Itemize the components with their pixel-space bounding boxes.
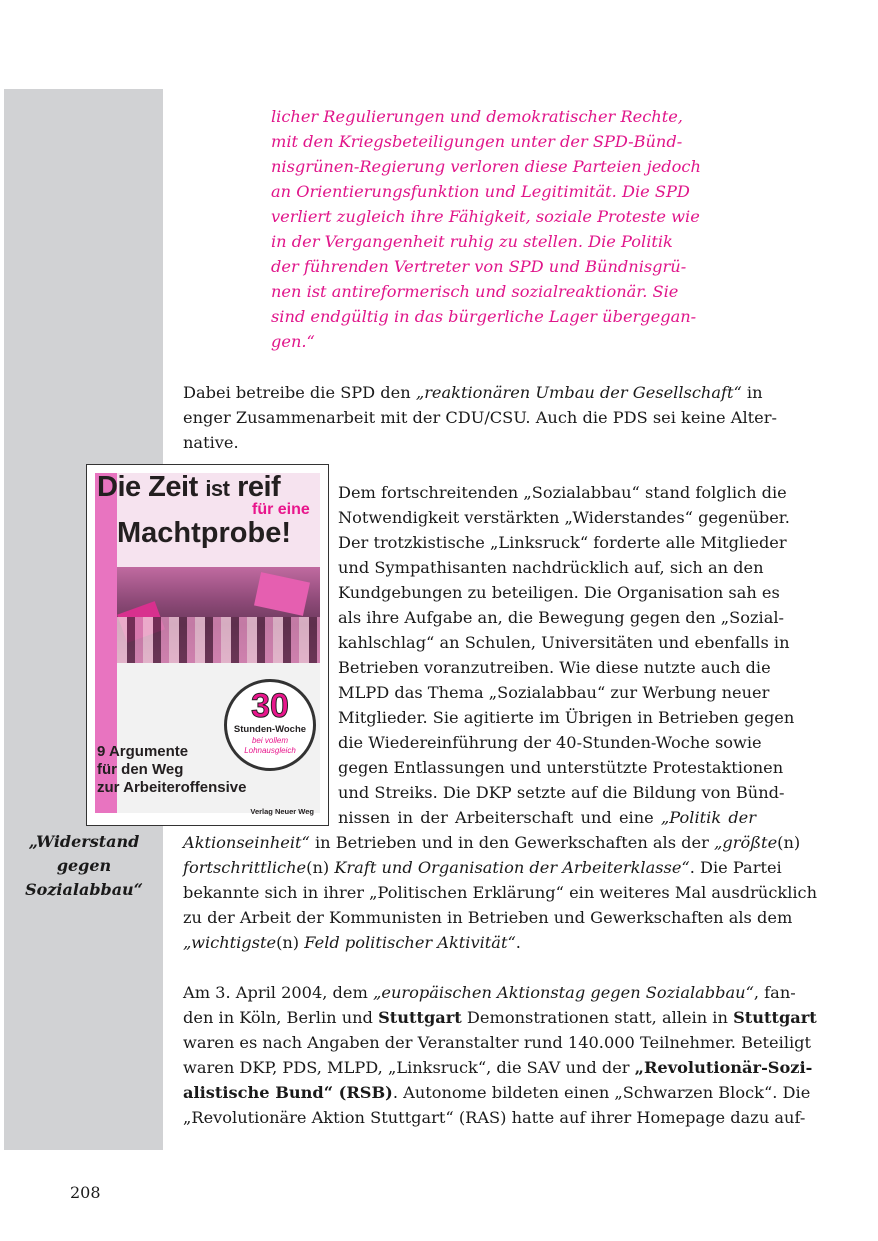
margin-note-line: Sozialabbau“	[25, 880, 143, 899]
quote-line: an Orientierungsfunktion und Legitimität. Die SPD	[271, 182, 690, 201]
text-line: nissen in der Arbeiterschaft und eine „Politik der	[338, 808, 757, 827]
margin-note-line: „Widerstand	[28, 832, 140, 851]
paragraph-2	[338, 480, 795, 830]
text-line: „wichtigste(n) Feld politischer Aktivität“.	[183, 933, 521, 952]
text-line: Am 3. April 2004, dem „europäischen Aktionstag gegen Sozialabbau“, fan-	[183, 983, 796, 1002]
text-line: Aktionseinheit“ in Betrieben und in den Gewerkschaften als der „größte(n)	[183, 833, 801, 852]
poster-image	[86, 464, 329, 826]
quote-line: sind endgültig in das bürgerliche Lager übergegan-	[271, 307, 697, 326]
poster-subtitle: für eine	[252, 501, 310, 518]
text-line: Dem fortschreitenden „Sozialabbau“ stand folglich die	[338, 483, 787, 502]
page-number: 208	[70, 1183, 101, 1202]
text-line: fortschrittliche(n) Kraft und Organisation der Arbeiterklasse“. Die Partei	[183, 858, 782, 877]
quote-line: gen.“	[271, 332, 315, 351]
crowd-shape	[117, 617, 320, 663]
badge-number: 30	[251, 687, 289, 725]
text-line: Dabei betreibe die SPD den „reaktionären Umbau der Gesellschaft“ in	[183, 383, 763, 402]
text-line: Notwendigkeit verstärkten „Widerstandes“ gegenüber.	[338, 508, 790, 527]
quote-line: der führenden Vertreter von SPD und Bündnisgrü-	[271, 257, 687, 276]
text-line: „Revolutionäre Aktion Stuttgart“ (RAS) hatte auf ihrer Homepage dazu auf-	[183, 1108, 806, 1127]
text-line: die Wiedereinführung der 40-Stunden-Woche sowie	[338, 733, 762, 752]
paragraph-1	[183, 380, 777, 455]
quote-line: verliert zugleich ihre Fähigkeit, soziale Proteste wie	[271, 207, 700, 226]
poster-publisher: Verlag Neuer Weg	[250, 807, 314, 816]
flag-shape	[254, 572, 310, 616]
text-line: den in Köln, Berlin und Stuttgart Demonstrationen statt, allein in Stuttgart	[183, 1008, 817, 1027]
text-line: Mitglieder. Sie agitierte im Übrigen in Betrieben gegen	[338, 708, 795, 727]
paragraph-4	[183, 980, 817, 1130]
text-line: MLPD das Thema „Sozialabbau“ zur Werbung neuer	[338, 683, 770, 702]
text-line: native.	[183, 433, 239, 452]
text-line: zu der Arbeit der Kommunisten in Betrieben und Gewerkschaften als dem	[183, 908, 793, 927]
text-line: enger Zusammenarbeit mit der CDU/CSU. Auch die PDS sei keine Alter-	[183, 408, 777, 427]
badge-label: Stunden-Woche	[233, 724, 307, 735]
text-line: Der trotzkistische „Linksruck“ forderte alle Mitglieder	[338, 533, 787, 552]
text-line: und Sympathisanten nachdrücklich auf, sich an den	[338, 558, 764, 577]
poster-crowd-photo	[117, 567, 320, 663]
quote-line: mit den Kriegsbeteiligungen unter der SPD-Bünd-	[271, 132, 683, 151]
text-line: kahlschlag“ an Schulen, Universitäten und ebenfalls in	[338, 633, 790, 652]
margin-note	[14, 830, 154, 902]
text-line: waren DKP, PDS, MLPD, „Linksruck“, die SAV und der „Revolutionär-Sozi-	[183, 1058, 813, 1077]
quote-line: nen ist antireformerisch und sozialreaktionär. Sie	[271, 282, 679, 301]
text-line: Kundgebungen zu beteiligen. Die Organisation sah es	[338, 583, 780, 602]
poster-title-machtprobe: Machtprobe!	[117, 517, 291, 549]
block-quote	[271, 104, 701, 354]
paragraph-3	[183, 830, 818, 955]
text-line: alistische Bund“ (RSB). Autonome bildeten einen „Schwarzen Block“. Die	[183, 1083, 811, 1102]
text-line: waren es nach Angaben der Veranstalter rund 140.000 Teilnehmer. Beteiligt	[183, 1033, 812, 1052]
text-line: Betrieben voranzutreiben. Wie diese nutzte auch die	[338, 658, 771, 677]
text-line: als ihre Aufgabe an, die Bewegung gegen den „Sozial-	[338, 608, 785, 627]
quote-line: licher Regulierungen und demokratischer Rechte,	[271, 107, 683, 126]
quote-line: nisgrünen-Regierung verloren diese Parteien jedoch	[271, 157, 701, 176]
poster-title: Die Zeit ist reif	[97, 471, 281, 503]
quote-line: in der Vergangenheit ruhig zu stellen. Die Politik	[271, 232, 673, 251]
text-line: gegen Entlassungen und unterstützte Protestaktionen	[338, 758, 784, 777]
text-line: und Streiks. Die DKP setzte auf die Bildung von Bünd-	[338, 783, 785, 802]
text-line: bekannte sich in ihrer „Politischen Erklärung“ ein weiteres Mal ausdrücklich	[183, 883, 818, 902]
poster-arguments: 9 Argumente für den Weg zur Arbeiteroffensive	[97, 743, 247, 796]
badge-sub: bei vollem Lohnausgleich	[244, 736, 296, 755]
margin-note-line: gegen	[56, 856, 112, 875]
